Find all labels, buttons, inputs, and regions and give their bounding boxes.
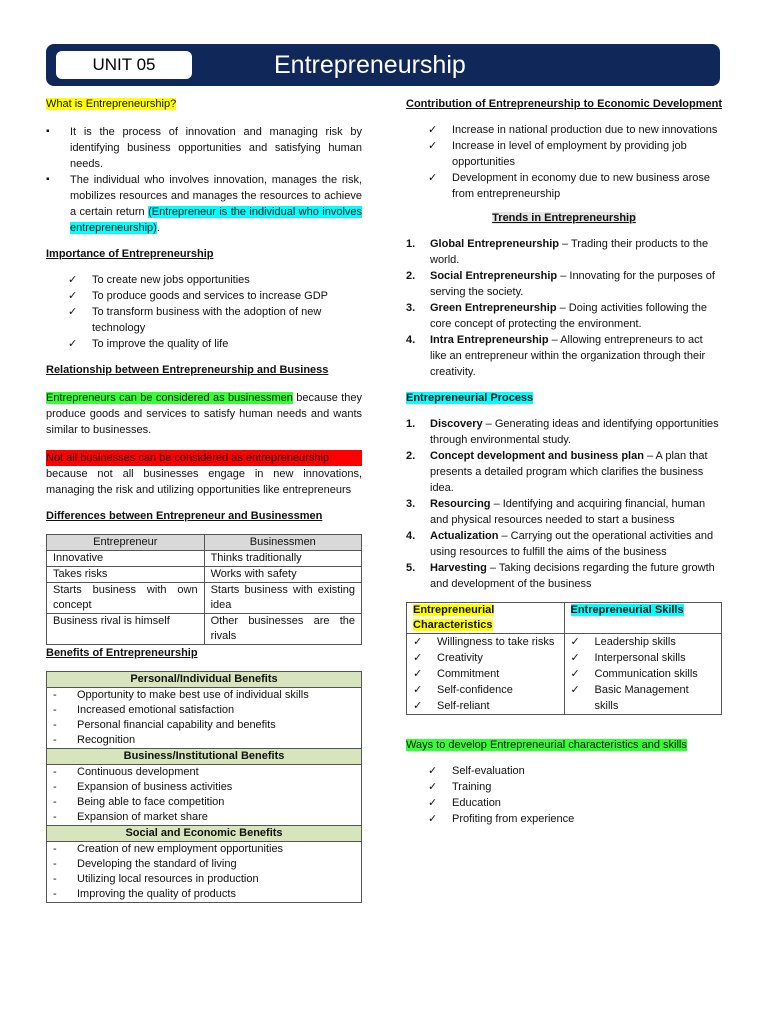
differences-table (46, 534, 362, 645)
page-title: Entrepreneurship (274, 51, 466, 79)
table-row (47, 583, 362, 614)
check-icon: ✓ (428, 172, 438, 184)
check-icon: ✓ (570, 684, 580, 696)
list-item: ✓ Self-reliant (413, 700, 490, 712)
benefits-table (46, 671, 362, 903)
trends-list (406, 236, 722, 380)
numbered-item: 5. Harvesting – Taking decisions regarding the future growth and development of the business (406, 562, 715, 590)
relationship-paragraph-1: Entrepreneurs can be considered as businessmen because they produce goods and services to satisfy human needs and wants similar to businesses. (46, 392, 362, 436)
check-icon: ✓ (413, 700, 423, 712)
left-column (46, 96, 362, 903)
check-icon: ✓ (428, 813, 438, 825)
definition-list (46, 124, 362, 236)
table-row (47, 551, 362, 567)
list-item: ✓ To produce goods and services to increase GDP (68, 290, 329, 302)
list-item: ✓ Self-evaluation (428, 765, 525, 777)
check-icon: ✓ (428, 781, 438, 793)
title-banner (46, 44, 720, 86)
benefit-row: - Personal financial capability and benefits (47, 718, 362, 733)
benefit-row: - Increased emotional satisfaction (47, 703, 362, 718)
check-icon: ✓ (68, 274, 78, 286)
characteristics-skills-table (406, 602, 722, 715)
definition-item: ▪ It is the process of innovation and managing risk by identifying business opportunities and satisfying human needs. (46, 124, 362, 172)
benefit-row: - Recognition (47, 733, 362, 749)
table-cell: Takes risks (47, 567, 205, 583)
benefits-group-header: Personal/Individual Benefits (47, 672, 362, 688)
numbered-item: 4. Actualization – Carrying out the operational activities and using resources to fulfill the aims of the business (406, 530, 714, 558)
list-item: ✓ Education (428, 797, 501, 809)
benefit-row: - Developing the standard of living (47, 857, 362, 872)
check-icon: ✓ (428, 124, 438, 136)
numbered-item: 3. Green Entrepreneurship – Doing activities following the core concept of protecting the environment. (406, 302, 707, 330)
table-row (47, 567, 362, 583)
benefits-group-header: Social and Economic Benefits (47, 826, 362, 842)
check-icon: ✓ (68, 306, 78, 318)
importance-heading: Importance of Entrepreneurship (46, 248, 214, 260)
check-icon: ✓ (68, 290, 78, 302)
check-icon: ✓ (413, 668, 423, 680)
unit-label: UNIT 05 (56, 51, 192, 79)
list-item: ✓ Willingness to take risks (413, 636, 555, 648)
benefit-row: - Continuous development (47, 765, 362, 781)
what-heading: What is Entrepreneurship? (46, 98, 177, 110)
check-icon: ✓ (413, 684, 423, 696)
check-icon: ✓ (428, 797, 438, 809)
list-item: ✓ Communication skills (570, 668, 698, 680)
numbered-item: 1. Global Entrepreneurship – Trading their products to the world. (406, 238, 709, 266)
contribution-heading: Contribution of Entrepreneurship to Economic Development (406, 98, 722, 110)
relationship-paragraph-2: Not all businesses can be considered as entrepreneurship because not all businesses engage in new innovations, managing the risk and utilizing opportunities like entrepreneurs (46, 452, 362, 496)
check-icon: ✓ (413, 652, 423, 664)
check-icon: ✓ (570, 668, 580, 680)
right-column (406, 96, 722, 827)
benefits-heading: Benefits of Entrepreneurship (46, 647, 198, 659)
characteristics-header: Entrepreneurial Characteristics (407, 603, 565, 634)
numbered-item: 4. Intra Entrepreneurship – Allowing entrepreneurs to act like an entrepreneur within the organization through their creativity. (406, 334, 706, 378)
characteristics-cell (407, 634, 565, 715)
list-item: ✓ Development in economy due to new business arose from entrepreneurship (428, 172, 711, 200)
skills-cell (564, 634, 722, 715)
table-cell: Innovative (47, 551, 205, 567)
benefit-row: - Creation of new employment opportunities (47, 842, 362, 858)
ways-heading: Ways to develop Entrepreneurial characteristics and skills (406, 739, 687, 751)
benefit-row: - Expansion of market share (47, 810, 362, 826)
importance-list (46, 272, 362, 352)
list-item: ✓ Commitment (413, 668, 500, 680)
benefit-row: - Utilizing local resources in production (47, 872, 362, 887)
table-header: Entrepreneur (47, 535, 205, 551)
benefit-row: - Opportunity to make best use of individual skills (47, 688, 362, 704)
list-item: ✓ To improve the quality of life (68, 338, 229, 350)
numbered-item: 1. Discovery – Generating ideas and identifying opportunities through environmental study. (406, 418, 719, 446)
check-icon: ✓ (68, 338, 78, 350)
table-cell: Business rival is himself (47, 614, 205, 645)
numbered-item: 3. Resourcing – Identifying and acquiring financial, human and physical resources needed to start a business (406, 498, 706, 526)
table-row (47, 614, 362, 645)
benefit-row: - Being able to face competition (47, 795, 362, 810)
list-item: ✓ Leadership skills (570, 636, 676, 648)
trends-heading: Trends in Entrepreneurship (492, 212, 636, 224)
table-cell: Thinks traditionally (204, 551, 361, 567)
list-item: ✓ Interpersonal skills (570, 652, 686, 664)
list-item: ✓ Creativity (413, 652, 483, 664)
contribution-list (406, 122, 722, 202)
table-header: Businessmen (204, 535, 361, 551)
list-item: ✓ Training (428, 781, 492, 793)
list-item: ✓ Profiting from experience (428, 813, 575, 825)
check-icon: ✓ (428, 765, 438, 777)
list-item: ✓ Basic Management skills (570, 684, 689, 712)
process-list (406, 416, 722, 592)
process-heading: Entrepreneurial Process (406, 392, 534, 404)
check-icon: ✓ (428, 140, 438, 152)
benefit-row: - Improving the quality of products (47, 887, 362, 903)
check-icon: ✓ (570, 652, 580, 664)
table-cell: Other businesses are the rivals (204, 614, 361, 645)
check-icon: ✓ (570, 636, 580, 648)
table-cell: Starts business with own concept (47, 583, 205, 614)
skills-header: Entrepreneurial Skills (564, 603, 722, 634)
list-item: ✓ Increase in national production due to new innovations (428, 124, 718, 136)
definition-item: ▪ The individual who involves innovation, manages the risk, mobilizes resources and manages the resources to achieve a certain return (Entrepreneur is the individual who involves entrepreneurship). (46, 172, 362, 236)
table-cell: Works with safety (204, 567, 361, 583)
check-icon: ✓ (413, 636, 423, 648)
relationship-heading: Relationship between Entrepreneurship and Business (46, 364, 329, 376)
numbered-item: 2. Social Entrepreneurship – Innovating for the purposes of serving the society. (406, 270, 715, 298)
list-item: ✓ To create new jobs opportunities (68, 274, 250, 286)
benefit-row: - Expansion of business activities (47, 780, 362, 795)
table-cell: Starts business with existing idea (204, 583, 361, 614)
list-item: ✓ Increase in level of employment by providing job opportunities (428, 140, 687, 168)
differences-heading: Differences between Entrepreneur and Businessmen (46, 510, 323, 522)
list-item: ✓ To transform business with the adoption of new technology (68, 306, 322, 334)
benefits-group-header: Business/Institutional Benefits (47, 749, 362, 765)
list-item: ✓ Self-confidence (413, 684, 513, 696)
ways-list (406, 763, 722, 827)
entrepreneur-definition-highlight: (Entrepreneur is the individual who involves entrepreneurship) (70, 206, 363, 234)
numbered-item: 2. Concept development and business plan – A plan that presents a detailed program which clarifies the business idea. (406, 450, 708, 494)
